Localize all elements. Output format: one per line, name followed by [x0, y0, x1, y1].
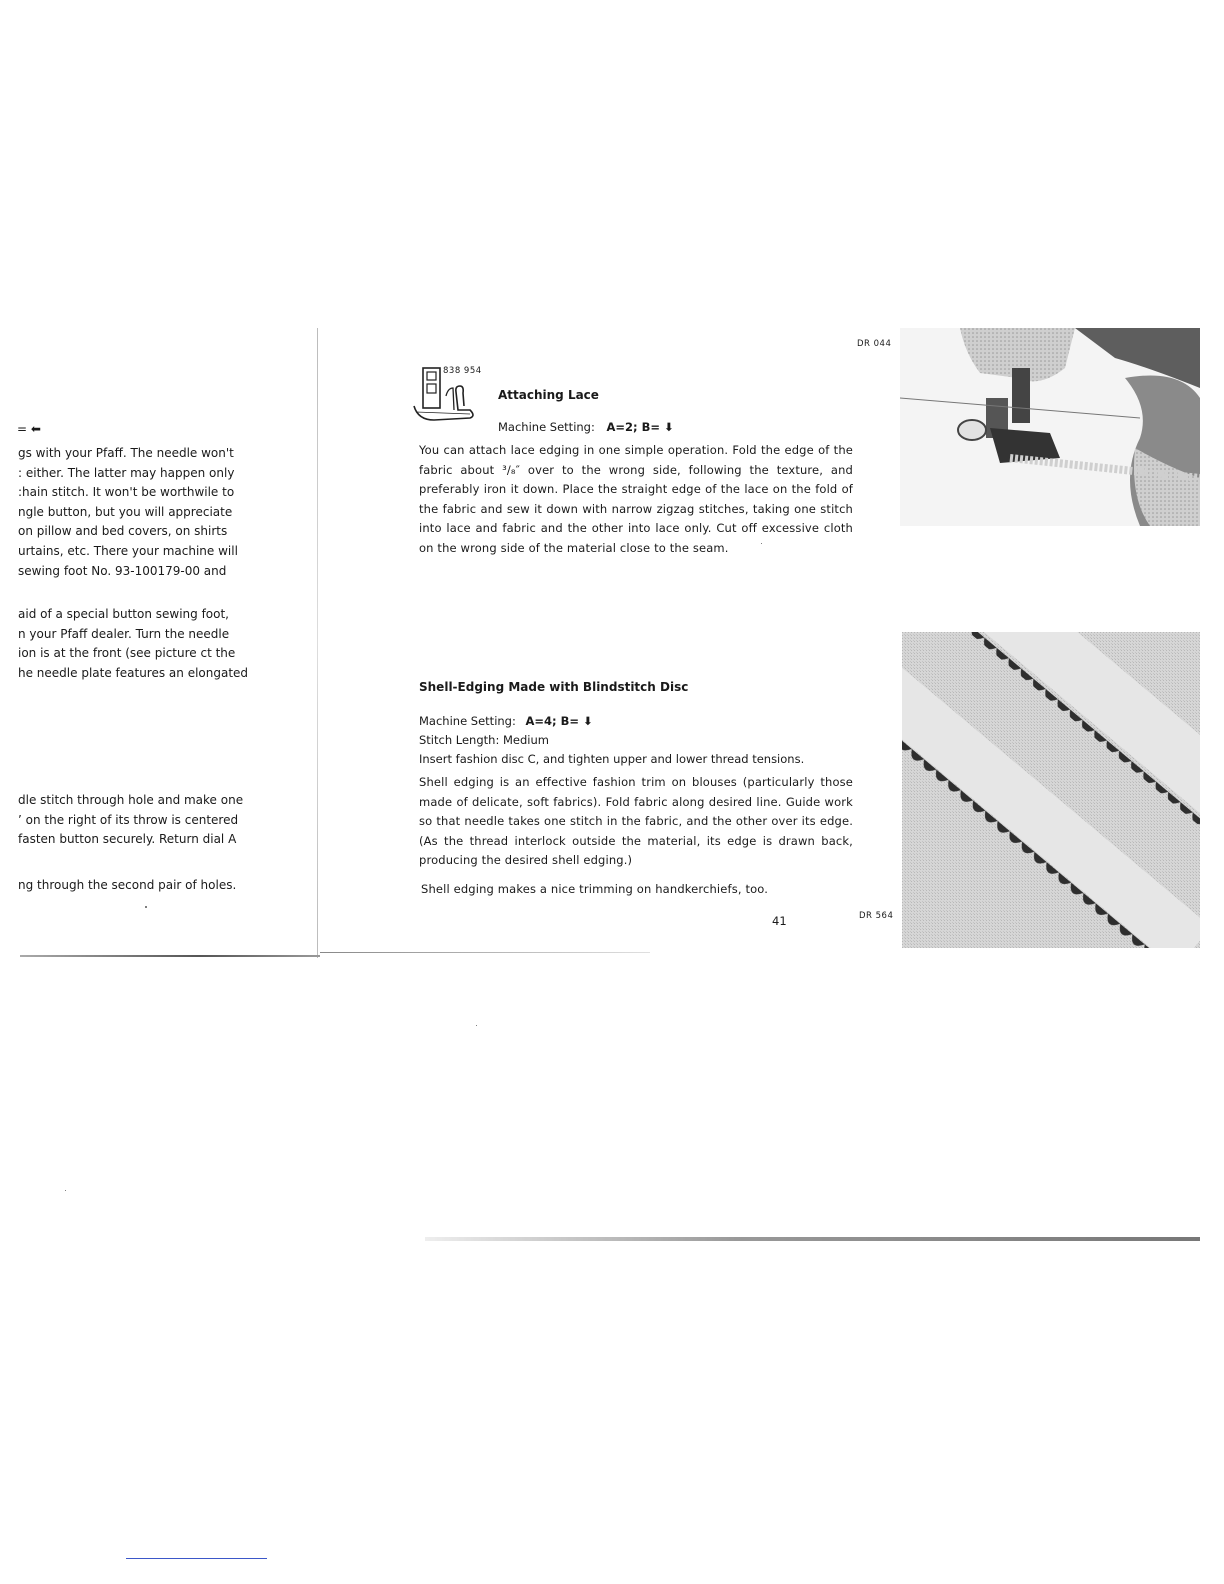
shell-edging-body-1: Shell edging is an effective fashion trim on blouses (particularly those made of delicate, soft fabrics). Fold fabric along desired line. Guide work so that needle takes one stitch in the fabric, and the other over its edge. (As the thread interlock outside the material, its edge is drawn back, producing the desired shell edging.): [419, 775, 853, 868]
attaching-lace-title: Attaching Lace: [498, 388, 599, 402]
page-number: 41: [772, 914, 787, 928]
stitch-length: Stitch Length: Medium: [419, 733, 549, 747]
scan-edge-line: [425, 1237, 1200, 1241]
left-line: sewing foot No. 93-100179-00 and: [18, 563, 227, 578]
setting-label: Machine Setting:: [498, 420, 595, 434]
foot-number: 838 954: [443, 366, 482, 376]
left-line: ’ on the right of its throw is centered: [18, 812, 239, 827]
shell-edging-title: Shell-Edging Made with Blindstitch Disc: [419, 680, 689, 694]
shell-edging-body-2: Shell edging makes a nice trimming on handkerchiefs, too.: [421, 882, 769, 896]
left-line: on pillow and bed covers, on shirts: [18, 524, 228, 539]
left-line: he needle plate features an elongated: [18, 665, 249, 680]
setting-label: Machine Setting:: [419, 714, 516, 728]
setting-value: A=2; B= ⬇: [606, 420, 674, 434]
shell-edging-photo: [902, 632, 1200, 948]
left-line: fasten button securely. Return dial A: [18, 832, 237, 847]
left-line: ngle button, but you will appreciate: [18, 504, 233, 519]
shell-edging-setting: [419, 712, 593, 732]
attaching-lace-setting: [498, 418, 674, 438]
photo-label-top: DR 044: [857, 339, 892, 349]
left-line: n your Pfaff dealer. Turn the needle: [18, 626, 230, 641]
sewing-machine-photo: [900, 328, 1200, 526]
left-line: : either. The latter may happen only: [18, 465, 235, 480]
left-paragraph-3: [18, 791, 243, 850]
scan-edge-line: [20, 955, 320, 957]
scan-edge-line: [320, 952, 650, 953]
blue-rule: [126, 1558, 267, 1559]
photo-label-bottom: DR 564: [859, 911, 894, 921]
shell-edging-instruction: Insert fashion disc C, and tighten upper and lower thread tensions.: [419, 752, 805, 766]
speck: [761, 543, 762, 544]
left-paragraph-4: [18, 876, 236, 896]
left-line: dle stitch through hole and make one: [18, 793, 244, 807]
attaching-lace-body: You can attach lace edging in one simple operation. Fold the edge of the fabric about ³/₈″ over to the wrong side, following the texture, and preferably iron it down. Place the straight edge of the lace on the fold of the fabric and sew it down with narrow zigzag stitches, taking one stitch into lace and fabric and the other into lace only. Cut off excessive cloth on the wrong side of the material close to the seam.: [419, 443, 853, 555]
left-line: aid of a special button sewing foot,: [18, 607, 229, 621]
left-setting-fragment: = ⬅: [17, 422, 41, 436]
left-line: ion is at the front (see picture ct the: [18, 646, 236, 661]
left-line: ng through the second pair of holes.: [18, 878, 237, 892]
left-paragraph-2: [18, 605, 248, 683]
left-line: gs with your Pfaff. The needle won't: [18, 446, 234, 460]
left-line: urtains, etc. There your machine will: [18, 543, 238, 558]
speck: [65, 1190, 66, 1191]
speck: [145, 906, 147, 908]
page-fold-line: [317, 328, 318, 958]
setting-value: A=4; B= ⬇: [525, 714, 593, 728]
left-paragraph-1: [18, 444, 238, 581]
left-line: :hain stitch. It won't be worthwile to: [18, 485, 235, 500]
speck: [476, 1025, 477, 1026]
